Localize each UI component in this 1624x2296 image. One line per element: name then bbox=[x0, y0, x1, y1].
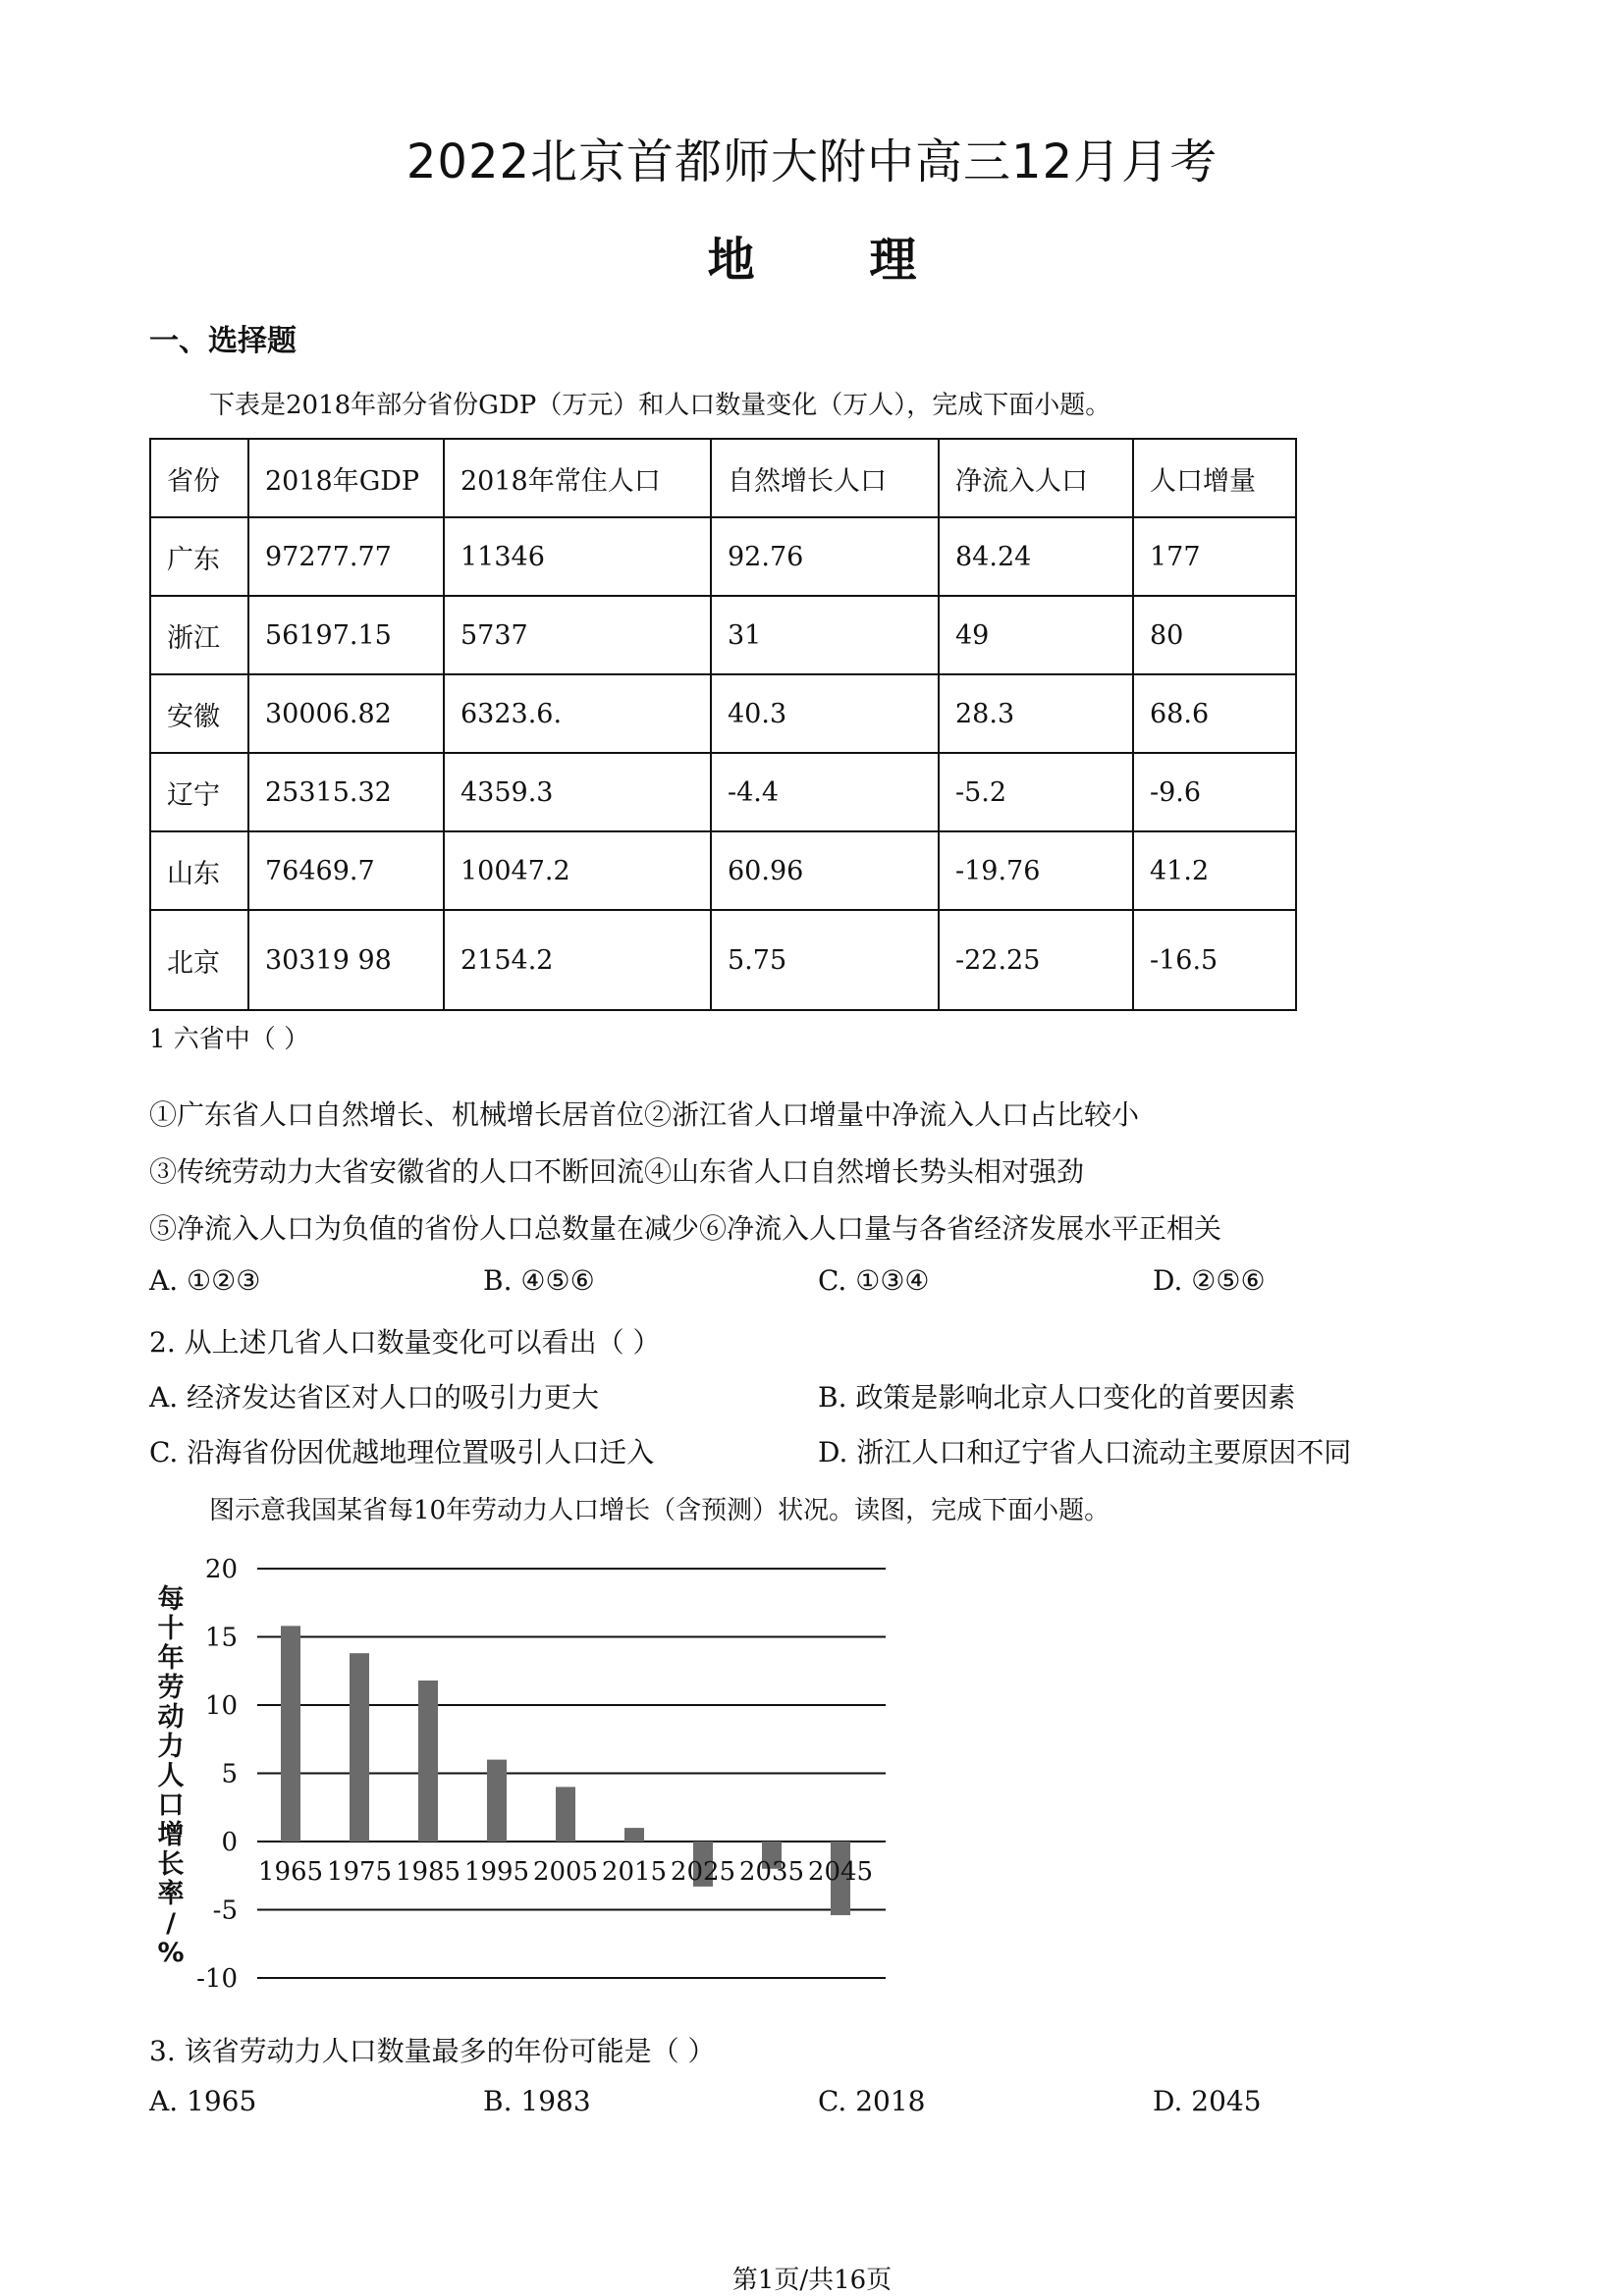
question-2-option-b[interactable]: B. 政策是影响北京人口变化的首要因素 bbox=[818, 1381, 1296, 1414]
table-cell: 30319 98 bbox=[248, 910, 444, 1010]
question-2-option-c[interactable]: C. 沿海省份因优越地理位置吸引人口迁入 bbox=[149, 1436, 655, 1468]
question-1-option-d[interactable]: D. ②⑤⑥ bbox=[1153, 1264, 1266, 1297]
table-row bbox=[150, 596, 1296, 674]
table-header-cell: 省份 bbox=[150, 439, 248, 517]
table-cell: -4.4 bbox=[711, 753, 939, 831]
bar bbox=[556, 1787, 575, 1842]
y-tick-label: 20 bbox=[204, 1555, 238, 1584]
question-1-stem: 1 六省中（ ） bbox=[149, 1025, 310, 1054]
table-cell: -19.76 bbox=[939, 831, 1133, 910]
question-3-option-b[interactable]: B. 1983 bbox=[483, 2085, 591, 2117]
question-2-stem: 2. 从上述几省人口数量变化可以看出（ ） bbox=[149, 1326, 661, 1359]
table-cell: 北京 bbox=[150, 910, 248, 1010]
bar bbox=[418, 1681, 438, 1842]
x-tick-label: 2045 bbox=[807, 1857, 874, 1887]
table-cell: 5.75 bbox=[711, 910, 939, 1010]
y-tick-label: 15 bbox=[204, 1623, 238, 1653]
question-1-statement: ⑤净流入人口为负值的省份人口总数量在减少⑥净流入人口量与各省经济发展水平正相关 bbox=[149, 1212, 1222, 1245]
section-title: 一、选择题 bbox=[149, 324, 297, 358]
subject-title: 地 理 bbox=[707, 233, 917, 288]
question-1-statement: ③传统劳动力大省安徽省的人口不断回流④山东省人口自然增长势头相对强劲 bbox=[149, 1155, 1085, 1188]
table-cell: 60.96 bbox=[711, 831, 939, 910]
table-cell: 山东 bbox=[150, 831, 248, 910]
table-cell: -22.25 bbox=[939, 910, 1133, 1010]
table-cell: 30006.82 bbox=[248, 674, 444, 753]
table-cell: -5.2 bbox=[939, 753, 1133, 831]
x-tick-label: 1985 bbox=[395, 1857, 461, 1887]
question-3-stem: 3. 该省劳动力人口数量最多的年份可能是（ ） bbox=[149, 2035, 716, 2067]
y-axis-label: 每十年劳动力人口增长率/ % bbox=[157, 1584, 185, 1968]
table-cell: 辽宁 bbox=[150, 753, 248, 831]
question-1-option-a[interactable]: A. ①②③ bbox=[149, 1264, 261, 1297]
x-tick-label: 1995 bbox=[463, 1857, 530, 1887]
table-cell: -16.5 bbox=[1133, 910, 1296, 1010]
table-cell: 68.6 bbox=[1133, 674, 1296, 753]
question-1-statement: ①广东省人口自然增长、机械增长居首位②浙江省人口增量中净流入人口占比较小 bbox=[149, 1098, 1140, 1131]
question-1-option-b[interactable]: B. ④⑤⑥ bbox=[483, 1264, 595, 1297]
table-cell: -9.6 bbox=[1133, 753, 1296, 831]
table-cell: 80 bbox=[1133, 596, 1296, 674]
x-tick-label: 1965 bbox=[257, 1857, 324, 1887]
table-cell: 40.3 bbox=[711, 674, 939, 753]
table-cell: 安徽 bbox=[150, 674, 248, 753]
chart-intro: 图示意我国某省每10年劳动力人口增长（含预测）状况。读图，完成下面小题。 bbox=[209, 1496, 1110, 1525]
table-row bbox=[150, 517, 1296, 596]
bar bbox=[350, 1653, 369, 1842]
bar bbox=[624, 1828, 644, 1842]
x-tick-label: 1975 bbox=[326, 1857, 393, 1887]
table-cell: 76469.7 bbox=[248, 831, 444, 910]
table-cell: 5737 bbox=[444, 596, 711, 674]
table-row bbox=[150, 753, 1296, 831]
question-3-option-a[interactable]: A. 1965 bbox=[149, 2085, 257, 2117]
table-cell: 28.3 bbox=[939, 674, 1133, 753]
table-cell: 10047.2 bbox=[444, 831, 711, 910]
x-tick-label: 2035 bbox=[738, 1857, 805, 1887]
table-header-cell: 2018年常住人口 bbox=[444, 439, 711, 517]
table-cell: 84.24 bbox=[939, 517, 1133, 596]
question-1-option-c[interactable]: C. ①③④ bbox=[818, 1264, 930, 1297]
table-row bbox=[150, 674, 1296, 753]
table-cell: 6323.6. bbox=[444, 674, 711, 753]
table-cell: 浙江 bbox=[150, 596, 248, 674]
question-3-option-d[interactable]: D. 2045 bbox=[1153, 2085, 1262, 2117]
table-cell: 11346 bbox=[444, 517, 711, 596]
table-intro: 下表是2018年部分省份GDP（万元）和人口数量变化（万人），完成下面小题。 bbox=[209, 391, 1111, 420]
y-tick-label: -10 bbox=[196, 1964, 238, 1994]
table-header-cell: 自然增长人口 bbox=[711, 439, 939, 517]
table-cell: 2154.2 bbox=[444, 910, 711, 1010]
table-cell: 56197.15 bbox=[248, 596, 444, 674]
table-row bbox=[150, 831, 1296, 910]
labor-growth-chart bbox=[147, 1541, 893, 2002]
table-cell: 97277.77 bbox=[248, 517, 444, 596]
y-tick-label: 0 bbox=[221, 1828, 238, 1857]
question-2-option-d[interactable]: D. 浙江人口和辽宁省人口流动主要原因不同 bbox=[818, 1436, 1352, 1468]
table-header-row bbox=[150, 439, 1296, 517]
table-cell: 49 bbox=[939, 596, 1133, 674]
table-header-cell: 人口增量 bbox=[1133, 439, 1296, 517]
page-footer: 第1页/共16页 bbox=[731, 2266, 893, 2295]
table-cell: 177 bbox=[1133, 517, 1296, 596]
y-tick-label: -5 bbox=[212, 1896, 238, 1926]
table-cell: 4359.3 bbox=[444, 753, 711, 831]
x-tick-label: 2005 bbox=[532, 1857, 599, 1887]
table-row bbox=[150, 910, 1296, 1010]
table-header-cell: 净流入人口 bbox=[939, 439, 1133, 517]
table-cell: 广东 bbox=[150, 517, 248, 596]
table-cell: 31 bbox=[711, 596, 939, 674]
y-tick-label: 5 bbox=[221, 1759, 238, 1789]
table-header-cell: 2018年GDP bbox=[248, 439, 444, 517]
table-cell: 25315.32 bbox=[248, 753, 444, 831]
exam-title: 2022北京首都师大附中高三12月月考 bbox=[406, 134, 1218, 189]
bar bbox=[487, 1760, 507, 1842]
x-tick-label: 2015 bbox=[601, 1857, 668, 1887]
table-cell: 92.76 bbox=[711, 517, 939, 596]
y-tick-label: 10 bbox=[204, 1691, 238, 1721]
question-2-option-a[interactable]: A. 经济发达省区对人口的吸引力更大 bbox=[149, 1381, 600, 1414]
question-3-option-c[interactable]: C. 2018 bbox=[818, 2085, 926, 2117]
x-tick-label: 2025 bbox=[670, 1857, 736, 1887]
table-cell: 41.2 bbox=[1133, 831, 1296, 910]
population-table bbox=[149, 438, 1297, 1011]
bar bbox=[281, 1626, 300, 1842]
